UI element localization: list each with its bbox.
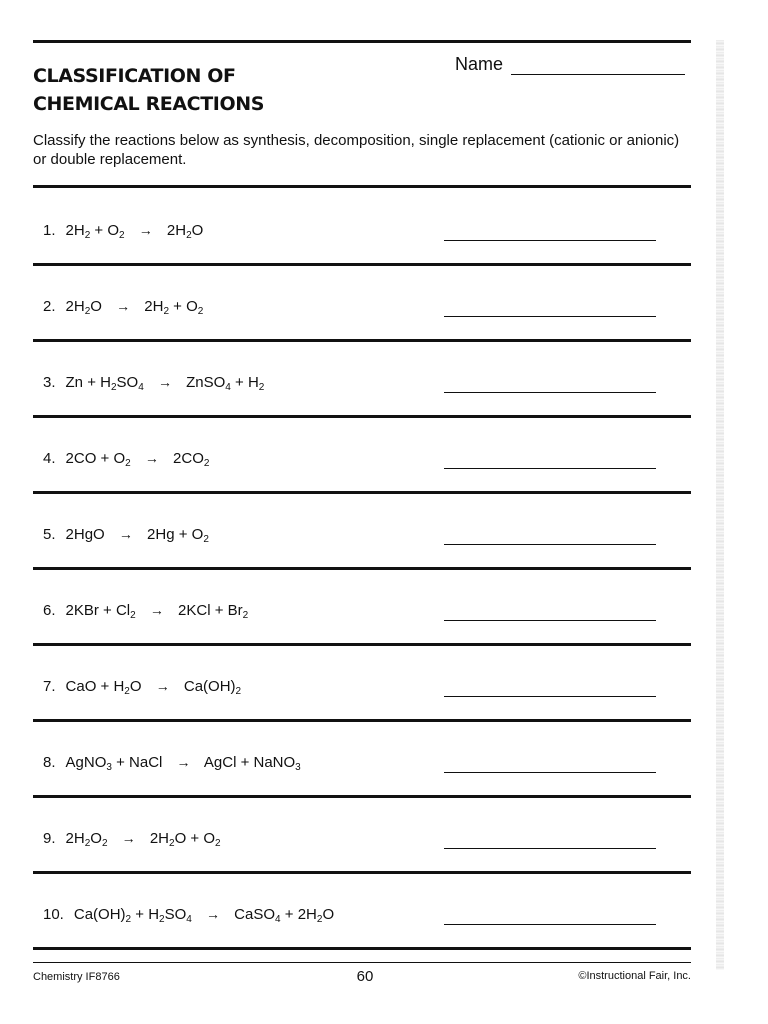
reaction-arrow-icon: →: [155, 678, 170, 694]
title-line-2: CHEMICAL REACTIONS: [33, 93, 264, 115]
reaction-equation: 2. $2H_2O \to 2H_2 + O_2$: [43, 298, 204, 317]
reaction-row: [33, 796, 691, 872]
reaction-row: [33, 264, 691, 340]
page-number: 60: [356, 968, 374, 985]
reaction-number: 4.: [43, 450, 56, 467]
footer-book-code: Chemistry IF8766: [33, 971, 120, 983]
reaction-row: [33, 720, 691, 796]
title-line-1: CLASSIFICATION OF: [33, 65, 236, 87]
reaction-row: [33, 188, 691, 264]
reaction-equation: 9. $2H_2O_2 \to 2H_2O + O_2$: [43, 830, 221, 849]
reaction-row: [33, 568, 691, 644]
answer-blank-line[interactable]: [444, 620, 656, 621]
reaction-equation: 3. $Zn + H_2SO_4$ → ZnSO$_4$ + $H_2$: [43, 374, 265, 393]
reaction-number: 9.: [43, 830, 56, 847]
answer-blank-line[interactable]: [444, 924, 656, 925]
reaction-arrow-icon: →: [121, 830, 136, 846]
answer-blank-line[interactable]: [444, 696, 656, 697]
reaction-equation: 6. $2KBr + Cl_2 \to 2KCl + Br_2$: [43, 602, 249, 621]
worksheet-title: [33, 62, 363, 118]
answer-blank-line[interactable]: [444, 240, 656, 241]
reaction-number: 3.: [43, 374, 56, 391]
footer-rule: [33, 962, 691, 963]
reaction-arrow-icon: →: [116, 298, 131, 314]
reaction-equation: 4. $2CO + O_2 \to 2CO_2$: [43, 450, 210, 469]
answer-blank-line[interactable]: [444, 468, 656, 469]
footer-copyright: ©Instructional Fair, Inc.: [578, 970, 691, 982]
reaction-number: 1.: [43, 222, 56, 239]
answer-blank-line[interactable]: [444, 316, 656, 317]
reaction-equation: 10. $Ca(OH)_2 + H_2SO_4$ → CaSO$_4$ + $2H_2O$: [43, 906, 335, 925]
reaction-number: 10.: [43, 906, 64, 923]
reaction-arrow-icon: →: [157, 374, 172, 390]
reaction-number: 7.: [43, 678, 56, 695]
reaction-equation: 5. $2HgO \to 2Hg + O_2$: [43, 526, 209, 545]
reaction-arrow-icon: →: [176, 754, 191, 770]
answer-blank-line[interactable]: [444, 544, 656, 545]
reaction-arrow-icon: →: [206, 906, 221, 922]
reaction-row: [33, 644, 691, 720]
page-edge-shadow: [716, 40, 724, 970]
reaction-row: [33, 340, 691, 416]
reaction-arrow-icon: →: [118, 526, 133, 542]
reaction-arrow-icon: →: [149, 602, 164, 618]
top-rule: [33, 40, 691, 43]
instructions-text: Classify the reactions below as synthesis, decomposition, single replacement (cationic or anionic) or double replacement.: [33, 132, 680, 168]
answer-blank-line[interactable]: [444, 772, 656, 773]
answer-blank-line[interactable]: [444, 848, 656, 849]
reaction-number: 8.: [43, 754, 56, 771]
reaction-arrow-icon: →: [144, 450, 159, 466]
name-field[interactable]: [455, 54, 691, 78]
name-label: Name: [455, 54, 504, 74]
reaction-equation: 1. $2H_2 + O_2 \to 2H_2O$: [43, 222, 204, 241]
reaction-number: 5.: [43, 526, 56, 543]
reaction-row: [33, 416, 691, 492]
reaction-row: [33, 872, 691, 948]
reaction-row: [33, 492, 691, 568]
reaction-equation: 7. CaO + $H_2O \to Ca(OH)_2$: [43, 678, 242, 697]
reaction-arrow-icon: →: [138, 222, 153, 238]
name-blank-line[interactable]: [511, 74, 685, 75]
reaction-number: 2.: [43, 298, 56, 315]
answer-blank-line[interactable]: [444, 392, 656, 393]
reaction-number: 6.: [43, 602, 56, 619]
row-divider: [33, 947, 691, 950]
reaction-equation: 8. AgNO$_3$ + NaCl → AgCl + NaNO$_3$: [43, 754, 301, 773]
